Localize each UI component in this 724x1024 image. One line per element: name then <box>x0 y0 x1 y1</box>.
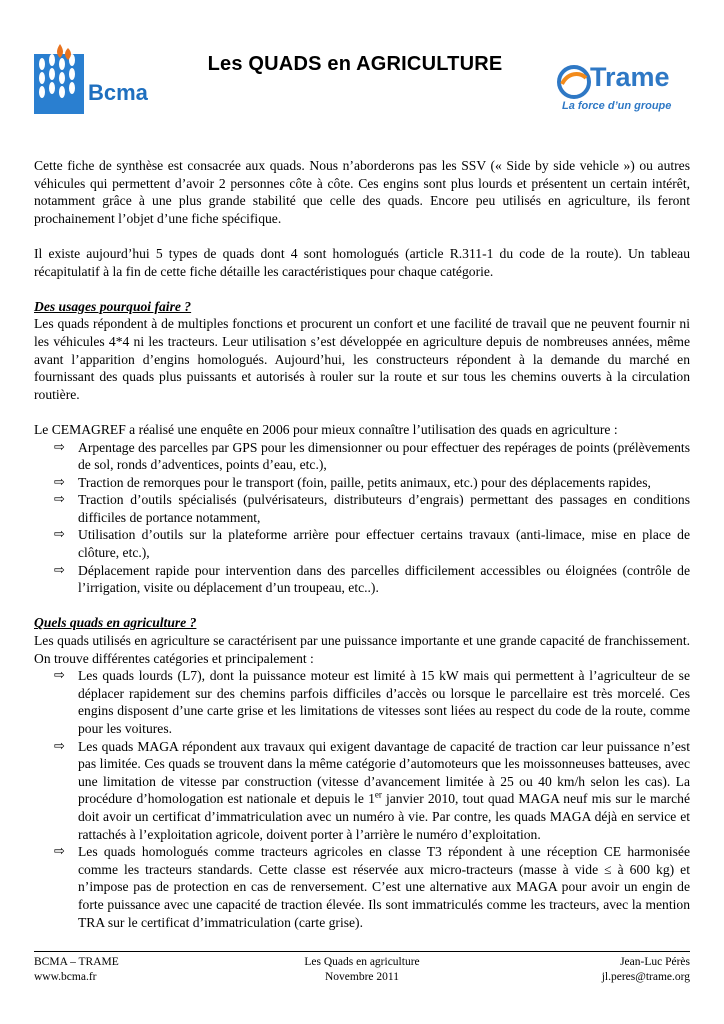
bcma-logo <box>30 40 148 120</box>
footer-date: Novembre 2011 <box>325 970 399 983</box>
list-item: ⇨ Utilisation d’outils sur la plateforme arrière pour effectuer certains travaux (anti-limace, mise en place de clôture, etc.), <box>54 527 690 561</box>
globe-logo-icon <box>556 64 592 100</box>
usages-paragraph-1: Les quads répondent à de multiples fonctions et procurent un confort et une facilité de travail que ne peuvent fournir ni les véhicules 4*4 ni les tracteurs. Leur utilisation s’est développée en agriculture depuis de nombreuses années, même avant l’apparition d’engins homologués. Aujourd’hui, les constructeurs répondent à la demande du marché en fournissant des quads plus puissants et autorisés à rouler sur la route et sur tous les chemins ouverts à la circulation routière. <box>34 316 690 402</box>
list-item: ⇨ Les quads lourds (L7), dont la puissance moteur est limité à 15 kW mais qui permettent à l’agriculteur de se déplacer rapidement sur des chemins parfois difficiles d’accès ou lorsque le parcellaire est très morcelé. Ces engins disposent d’une carte grise et les limitations de vitesses sont liées au respect du code de la route, comme pour les voitures. <box>54 668 690 736</box>
page-header <box>0 0 724 140</box>
usages-paragraph-2: Le CEMAGREF a réalisé une enquête en 2006 pour mieux connaître l’utilisation des quads en agriculture : <box>34 421 618 437</box>
list-item: ⇨ Les quads MAGA répondent aux travaux qui exigent davantage de capacité de traction car leur puissance n’est pas limitée. Ces quads se trouvent dans la même catégorie d’automoteurs que les moissonneuses batteuses, avec une limitation de vitesse par construction (vitesse d’avancement limitée à 25 ou 40 km/h selon les cas). La procédure d’homologation est nationale et depuis le 1er janvier 2010, tout quad MAGA neuf mis sur le marché doit avoir un certificat d’immatriculation avec un numéro à vie. Par contre, les quads MAGA déjà en service et rattachés à l’exploitation agricole, doivent porter à l’arrière le numéro d’exploitation. <box>54 738 690 842</box>
usages-list <box>34 439 690 597</box>
footer-doc-title: Les Quads en agriculture <box>304 956 420 968</box>
footer-divider <box>34 951 690 952</box>
list-item: ⇨ Traction d’outils spécialisés (pulvérisateurs, distributeurs d’engrais) permettant des passages en conditions difficiles de portance notamment, <box>54 492 690 525</box>
intro-paragraph-1: Cette fiche de synthèse est consacrée aux quads. Nous n’aborderons pas les SSV (« Side by side vehicle ») ou autres véhicules qui permettent d’avoir 2 personnes côte à côte. Ces engins sont plus lourds et présentent un certain intérêt, notamment grâce à une plus grande stabilité que celle des quads. Encore peu utilisés en agriculture, ils feront prochainement l’objet d’une fiche spécifique. <box>34 158 690 226</box>
list-item: ⇨ Déplacement rapide pour intervention dans des parcelles difficilement accessibles ou éloignées (contrôle de l’irrigation, visite ou déplacement d’un troupeau, etc..). <box>54 562 690 596</box>
trame-tagline: La force d’un groupe <box>562 100 672 112</box>
footer-website-link[interactable]: www.bcma.fr <box>34 970 97 983</box>
arrow-right-icon: ⇨ <box>54 527 65 543</box>
arrow-right-icon: ⇨ <box>54 492 65 508</box>
section-heading-quads: Quels quads en agriculture ? <box>34 615 197 631</box>
intro-paragraph-2: Il existe aujourd’hui 5 types de quads dont 4 sont homologués (article R.311-1 du code de la route). Un tableau récapitulatif à la fin de cette fiche détaille les caractéristiques pour chaque catégorie. <box>34 245 690 279</box>
quads-paragraph-1: Les quads utilisés en agriculture se caractérisent par une puissance importante et une grande capacité de franchissement. On trouve différentes catégories et principalement : <box>34 633 690 666</box>
list-item: ⇨ Les quads homologués comme tracteurs agricoles en classe T3 répondent à une réception CE harmonisée comme les tracteurs standards. Cette classe est réservée aux micro-tracteurs (masse à vide ≤ à 600 kg) et n’impose pas de protection en cas de renversement. C’est une alternative aux MAGA pour avoir un engin de forte puissance avec une capacité de traction élevée. Ils sont immatriculés comme les tracteurs, avec la mention TRA sur le certificat d’immatriculation (carte grise). <box>54 844 690 930</box>
page-title: Les QUADS en AGRICULTURE <box>207 53 503 75</box>
list-item: ⇨ Arpentage des parcelles par GPS pour les dimensionner ou pour effectuer des repérages de points (prélèvements de sol, ronds d’adventices, points d’eau, etc.), <box>54 439 690 473</box>
section-heading-usages: Des usages pourquoi faire ? <box>34 298 192 314</box>
arrow-right-icon: ⇨ <box>54 474 65 490</box>
arrow-right-icon: ⇨ <box>54 844 65 860</box>
list-item: ⇨ Traction de remorques pour le transport (foin, paille, petits animaux, etc.) pour des déplacements rapides, <box>54 474 651 490</box>
trame-logo-text: Trame <box>590 62 670 92</box>
bcma-logo-text: Bcma <box>88 80 148 105</box>
quads-list <box>34 667 690 931</box>
footer-author: Jean-Luc Pérès <box>620 956 690 968</box>
arrow-right-icon: ⇨ <box>54 738 65 754</box>
footer-org: BCMA – TRAME <box>34 956 119 968</box>
footer-left <box>34 955 119 984</box>
footer-email-link[interactable]: jl.peres@trame.org <box>601 970 690 983</box>
arrow-right-icon: ⇨ <box>54 668 65 684</box>
arrow-right-icon: ⇨ <box>54 439 65 455</box>
arrow-right-icon: ⇨ <box>54 562 65 578</box>
footer-center <box>234 955 490 984</box>
footer-right <box>602 955 690 984</box>
trame-logo <box>556 62 696 122</box>
document-body <box>34 157 690 931</box>
